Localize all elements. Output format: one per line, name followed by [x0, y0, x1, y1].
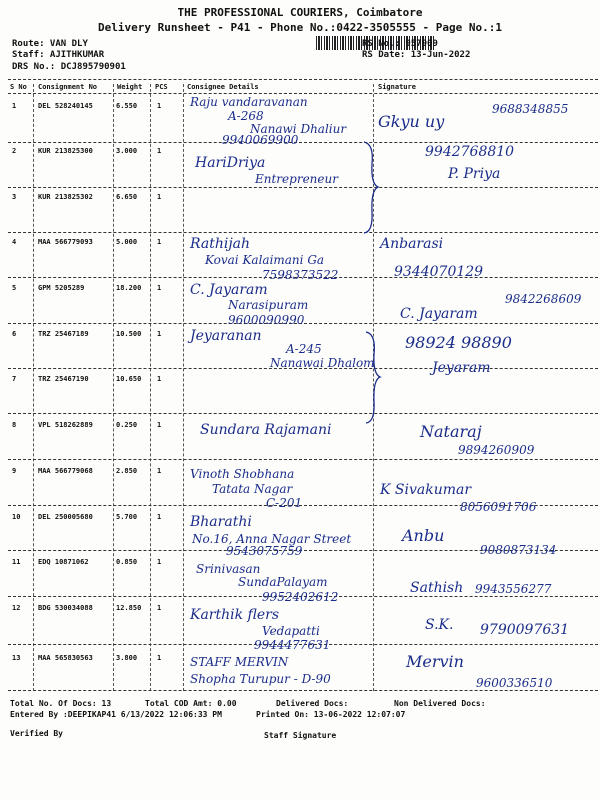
row-consignment: MAA 565830563 [38, 654, 93, 662]
row-consignment: EDQ 10871062 [38, 558, 89, 566]
handwritten-signature: Nataraj [420, 422, 482, 441]
row-consignment: KUR 213825300 [38, 147, 93, 155]
handwritten-signature: K Sivakumar [380, 482, 472, 498]
rs-date-label: RS Date: 13-Jun-2022 [362, 50, 471, 60]
total-docs: Total No. Of Docs: 13 [10, 699, 112, 708]
col-divider [183, 84, 184, 691]
handwritten-phone: 9790097631 [480, 622, 570, 638]
handwritten-address: Vedapatti [262, 624, 320, 638]
row-sno: 13 [12, 654, 21, 662]
row-weight: 6.550 [116, 102, 138, 110]
row-sno: 7 [12, 375, 17, 383]
row-sno: 4 [12, 238, 17, 246]
col-header-signature: Signature [378, 83, 416, 91]
row-consignment: TRZ 25467190 [38, 375, 89, 383]
row-pcs: 1 [157, 604, 162, 612]
handwritten-phone: 98924 98890 [405, 333, 512, 352]
handwritten-phone: 9952402612 [262, 590, 339, 604]
staff-signature: Staff Signature [264, 731, 337, 740]
row-consignment: MAA 566779068 [38, 467, 93, 475]
row-pcs: 1 [157, 102, 162, 110]
row-sno: 9 [12, 467, 17, 475]
handwritten-name: Raju vandaravanan [190, 95, 308, 109]
handwritten-address: A-268 [228, 109, 264, 123]
handwritten-phone: 9600090990 [228, 313, 305, 327]
row-pcs: 1 [157, 193, 162, 201]
row-pcs: 1 [157, 284, 162, 292]
row-sno: 1 [12, 102, 17, 110]
handwritten-name: Vinoth Shobhana [190, 467, 295, 481]
total-cod: Total COD Amt: 0.00 [145, 699, 237, 708]
col-divider [33, 84, 34, 691]
handwritten-address: Kovai Kalaimani Ga [205, 253, 325, 267]
handwritten-phone: 9940069900 [222, 133, 299, 147]
handwritten-address: Nanawi Dhaliur [250, 122, 347, 136]
row-consignment: DEL 528240145 [38, 102, 93, 110]
handwritten-signature: Jeyaram [432, 360, 491, 376]
col-header-weight: Weight [117, 83, 143, 91]
row-sno: 12 [12, 604, 21, 612]
handwritten-phone: 9543075759 [226, 544, 303, 558]
col-divider [113, 84, 114, 691]
handwritten-phone: 9943556277 [475, 582, 552, 596]
row-consignment: TRZ 25467189 [38, 330, 89, 338]
row-sno: 6 [12, 330, 17, 338]
row-rule [8, 187, 598, 188]
row-sno: 8 [12, 421, 17, 429]
handwritten-name: STAFF MERVIN [190, 655, 289, 669]
handwritten-phone: 7598373522 [262, 268, 339, 282]
handwritten-signature: C. Jayaram [400, 306, 478, 322]
handwritten-brace [362, 330, 382, 425]
table-top-rule [8, 79, 598, 80]
handwritten-signature: Anbarasi [380, 236, 444, 252]
handwritten-name: Karthik flers [190, 607, 280, 623]
handwritten-phone: 9894260909 [458, 443, 535, 457]
printed-on: Printed On: 13-06-2022 12:07:07 [256, 710, 406, 719]
handwritten-signature: P. Priya [448, 166, 501, 182]
handwritten-address: A-245 [286, 342, 322, 356]
row-weight: 18.200 [116, 284, 142, 292]
drs-label: DRS No.: DCJ895790901 [12, 62, 126, 72]
handwritten-name: Jeyaranan [190, 328, 262, 344]
row-weight: 3.000 [116, 147, 138, 155]
row-pcs: 1 [157, 513, 162, 521]
col-header-sno: S No [10, 83, 27, 91]
row-consignment: DEL 250005680 [38, 513, 93, 521]
route-label: Route: VAN DLY [12, 39, 88, 49]
entered-by: Entered By :DEEPIKAP41 6/13/2022 12:06:33 PM [10, 710, 222, 719]
rs-no-label: RS No.: 957909 [362, 39, 438, 49]
handwritten-name: HariDriya [195, 155, 266, 171]
company-title: THE PROFESSIONAL COURIERS, Coimbatore [177, 6, 423, 19]
row-pcs: 1 [157, 238, 162, 246]
handwritten-signature: Gkyu uy [378, 112, 445, 131]
row-consignment: GPM 5205289 [38, 284, 85, 292]
handwritten-name: C. Jayaram [190, 282, 268, 298]
row-weight: 6.650 [116, 193, 138, 201]
handwritten-name: Bharathi [190, 514, 252, 530]
row-weight: 10.650 [116, 375, 142, 383]
handwritten-name: Rathijah [190, 236, 251, 252]
handwritten-phone: 9600336510 [476, 676, 553, 690]
row-weight: 5.000 [116, 238, 138, 246]
col-header-consignment: Consignment No [38, 83, 98, 91]
handwritten-address: Nanawai Dhalom [270, 356, 375, 370]
row-sno: 10 [12, 513, 21, 521]
row-consignment: BDG 530034088 [38, 604, 93, 612]
row-consignment: VPL 518262889 [38, 421, 93, 429]
delivered-docs: Delivered Docs: [276, 699, 349, 708]
row-weight: 12.850 [116, 604, 142, 612]
handwritten-signature: Mervin [406, 652, 464, 671]
row-rule [8, 142, 598, 143]
handwritten-phone: 9688348855 [492, 102, 569, 116]
handwritten-address: Shopha Turupur - D-90 [190, 672, 331, 686]
row-weight: 3.800 [116, 654, 138, 662]
row-sno: 5 [12, 284, 17, 292]
row-pcs: 1 [157, 558, 162, 566]
row-rule [8, 232, 598, 233]
row-rule [8, 459, 598, 460]
runsheet-subtitle: Delivery Runsheet - P41 - Phone No.:0422-3505555 - Page No.:1 [98, 21, 502, 34]
row-sno: 3 [12, 193, 17, 201]
col-divider [150, 84, 151, 691]
handwritten-phone: 9344070129 [394, 264, 484, 280]
handwritten-note: Entrepreneur [255, 172, 338, 186]
row-sno: 2 [12, 147, 17, 155]
non-delivered-docs: Non Delivered Docs: [394, 699, 486, 708]
row-weight: 10.500 [116, 330, 142, 338]
handwritten-phone: 8056091706 [460, 500, 537, 514]
handwritten-phone: 9944477631 [254, 638, 331, 652]
row-rule [8, 413, 598, 414]
col-header-pcs: PCS [155, 83, 168, 91]
handwritten-address: C-201 [266, 496, 303, 510]
row-weight: 2.850 [116, 467, 138, 475]
handwritten-brace [360, 140, 380, 235]
row-pcs: 1 [157, 147, 162, 155]
handwritten-phone: 9942768810 [425, 144, 515, 160]
row-weight: 5.700 [116, 513, 138, 521]
row-pcs: 1 [157, 375, 162, 383]
staff-label: Staff: AJITHKUMAR [12, 50, 105, 60]
row-weight: 0.850 [116, 558, 138, 566]
handwritten-address: SundaPalayam [238, 575, 328, 589]
handwritten-phone: 9842268609 [505, 292, 582, 306]
handwritten-signature: S.K. [425, 617, 454, 633]
handwritten-address: Narasipuram [228, 298, 309, 312]
row-consignment: MAA 566779093 [38, 238, 93, 246]
row-pcs: 1 [157, 330, 162, 338]
handwritten-phone: 9080873134 [480, 543, 557, 557]
table-bottom-rule [8, 690, 598, 691]
handwritten-name: Srinivasan [196, 562, 261, 576]
row-consignment: KUR 213825302 [38, 193, 93, 201]
col-header-consignee: Consignee Details [187, 83, 259, 91]
handwritten-signature: Anbu [402, 526, 445, 545]
row-pcs: 1 [157, 467, 162, 475]
handwritten-signature: Sathish [410, 580, 464, 596]
row-sno: 11 [12, 558, 21, 566]
handwritten-address: No.16, Anna Nagar Street [192, 532, 352, 546]
verified-by: Verified By [10, 729, 63, 738]
row-pcs: 1 [157, 654, 162, 662]
handwritten-address: Tatata Nagar [212, 482, 293, 496]
row-pcs: 1 [157, 421, 162, 429]
row-weight: 0.250 [116, 421, 138, 429]
table-header-rule [8, 93, 598, 94]
handwritten-name: Sundara Rajamani [200, 422, 332, 438]
